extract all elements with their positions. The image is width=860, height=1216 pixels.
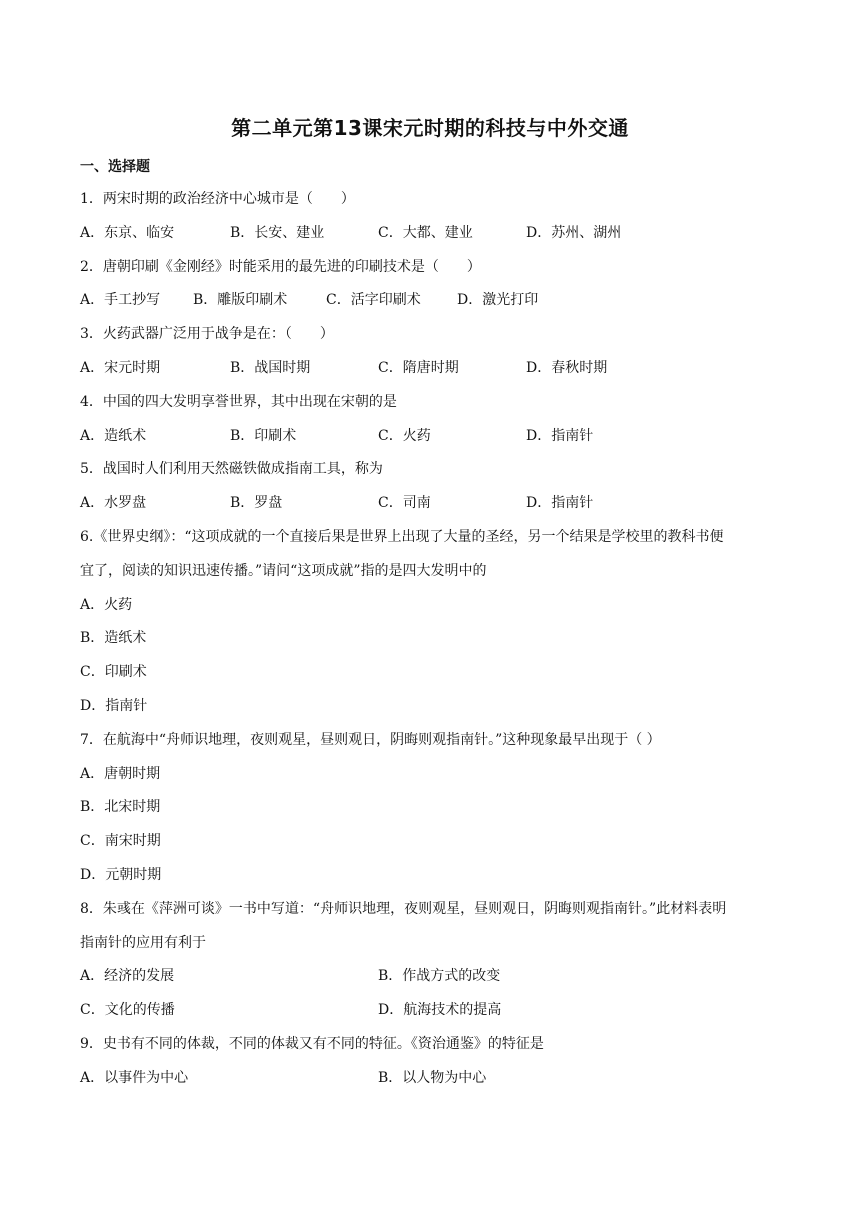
option-d: D．苏州、湖州 (526, 225, 622, 241)
option-b: B．雕版印刷术 (193, 292, 288, 308)
option-b: B．印刷术 (230, 428, 297, 444)
option-d: D．激光打印 (457, 292, 539, 308)
option-a: A．以事件为中心 (80, 1070, 189, 1086)
question-7-option-c: C．南宋时期 (80, 833, 161, 849)
question-8-text-line-1: 8．朱彧在《萍洲可谈》一书中写道：“舟师识地理，夜则观星，昼则观日，阴晦则观指南针。”此材料表明 (80, 901, 727, 917)
question-6-text-line-2: 宜了，阅读的知识迅速传播。”请问“这项成就”指的是四大发明中的 (80, 563, 487, 579)
question-6-option-d: D．指南针 (80, 698, 148, 714)
question-6-text-line-1: 6.《世界史纲》：“这项成就的一个直接后果是世界上出现了大量的圣经，另一个结果是学校里的教科书便 (80, 529, 724, 545)
question-8-text-line-2: 指南针的应用有利于 (80, 935, 206, 951)
option-a: A．东京、临安 (80, 225, 175, 241)
option-c: C．活字印刷术 (326, 292, 421, 308)
option-c: C．司南 (378, 495, 431, 511)
option-b: B．战国时期 (230, 360, 311, 376)
option-a: A．造纸术 (80, 428, 147, 444)
question-6-option-c: C．印刷术 (80, 664, 147, 680)
option-a: A．水罗盘 (80, 495, 147, 511)
option-a: A．手工抄写 (80, 292, 161, 308)
question-7-option-b: B．北宋时期 (80, 799, 161, 815)
option-d: D．航海技术的提高 (378, 1002, 502, 1018)
option-a: A．经济的发展 (80, 968, 175, 984)
question-6-option-a: A．火药 (80, 597, 133, 613)
section-heading: 一、选择题 (80, 159, 150, 175)
question-1-text: 1．两宋时期的政治经济中心城市是（ ） (80, 191, 355, 207)
option-d: D．指南针 (526, 428, 594, 444)
option-b: B．以人物为中心 (378, 1070, 487, 1086)
question-6-option-b: B．造纸术 (80, 630, 147, 646)
question-3-text: 3．火药武器广泛用于战争是在：（ ） (80, 326, 334, 342)
question-7-option-d: D．元朝时期 (80, 867, 162, 883)
option-c: C．文化的传播 (80, 1002, 175, 1018)
option-c: C．火药 (378, 428, 431, 444)
question-5-text: 5．战国时人们利用天然磁铁做成指南工具，称为 (80, 461, 383, 477)
option-c: C．大都、建业 (378, 225, 473, 241)
option-c: C．隋唐时期 (378, 360, 459, 376)
option-a: A．宋元时期 (80, 360, 161, 376)
option-b: B．罗盘 (230, 495, 283, 511)
document-title: 第二单元第13课宋元时期的科技与中外交通 (231, 116, 629, 140)
question-9-text: 9．史书有不同的体裁，不同的体裁又有不同的特征。《资治通鉴》的特征是 (80, 1036, 544, 1052)
question-4-text: 4．中国的四大发明享誉世界，其中出现在宋朝的是 (80, 394, 397, 410)
question-7-option-a: A．唐朝时期 (80, 766, 161, 782)
option-d: D．指南针 (526, 495, 594, 511)
option-b: B．长安、建业 (230, 225, 325, 241)
option-b: B．作战方式的改变 (378, 968, 501, 984)
question-2-text: 2．唐朝印刷《金刚经》时能采用的最先进的印刷技术是（ ） (80, 259, 481, 275)
option-d: D．春秋时期 (526, 360, 608, 376)
question-7-text: 7．在航海中“舟师识地理，夜则观星，昼则观日，阴晦则观指南针。”这种现象最早出现于（ ） (80, 732, 661, 748)
